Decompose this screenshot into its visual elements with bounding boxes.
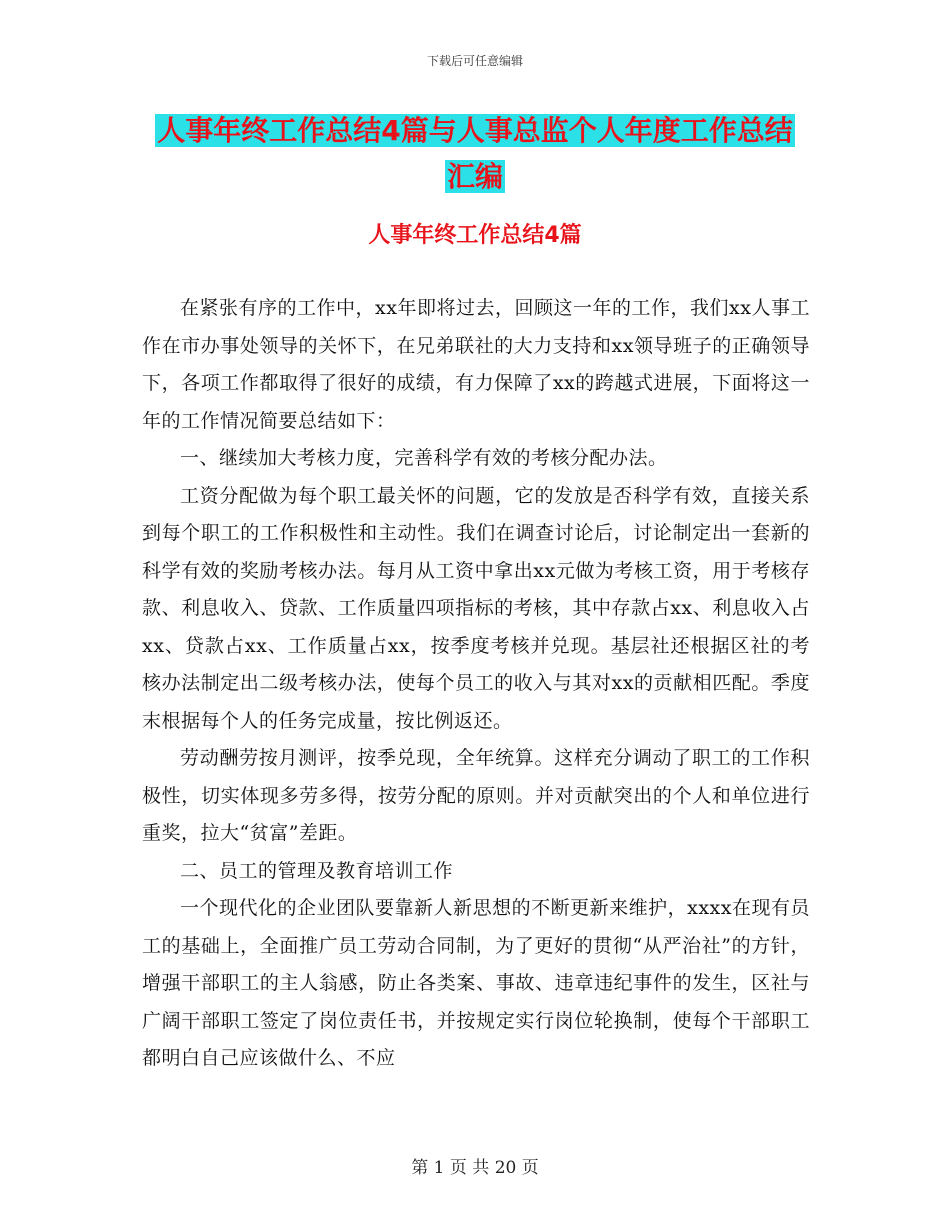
paragraph: 一个现代化的企业团队要靠新人新思想的不断更新来维护，xxxx在现有员工的基础上，全面推广员工劳动合同制，为了更好的贯彻“从严治社”的方针，增强干部职工的主人翁感，防止各类案、事故、违章违纪事件的发生，区社与广阔干部职工签定了岗位责任书，并按规定实行岗位轮换制，使每个干部职工都明白自己应该做什么、不应	[142, 897, 810, 1069]
section-heading: 一、继续加大考核力度，完善科学有效的考核分配办法。	[180, 447, 668, 469]
document-body	[142, 290, 810, 1078]
paragraph: 劳动酬劳按月测评，按季兑现，全年统算。这样充分调动了职工的工作积极性，切实体现多劳多得，按劳分配的原则。并对贡献突出的个人和单位进行重奖，拉大“贫富”差距。	[142, 747, 810, 844]
section-heading: 二、员工的管理及教育培训工作	[180, 859, 454, 882]
header-note: 下载后可任意编辑	[426, 54, 523, 68]
page-number-footer: 第 1 页 共 20 页	[411, 1158, 539, 1178]
document-title-line-2: 汇编	[446, 160, 503, 193]
paragraph: 工资分配做为每个职工最关怀的问题，它的发放是否科学有效，直接关系到每个职工的工作积极性和主动性。我们在调查讨论后，讨论制定出一套新的科学有效的奖励考核办法。每月从工资中拿出xx元做为考核工资，用于考核存款、利息收入、贷款、工作质量四项指标的考核，其中存款占xx、利息收入占xx、贷款占xx、工作质量占xx，按季度考核并兑现。基层社还根据区社的考核办法制定出二级考核办法，使每个员工的收入与其对xx的贡献相匹配。季度末根据每个人的任务完成量，按比例返还。	[142, 484, 810, 732]
paragraph: 在紧张有序的工作中，xx年即将过去，回顾这一年的工作，我们xx人事工作在市办事处领导的关怀下，在兄弟联社的大力支持和xx领导班子的正确领导下，各项工作都取得了很好的成绩，有力保障了xx的跨越式进展，下面将这一年的工作情况简要总结如下：	[142, 297, 810, 432]
document-title	[0, 108, 950, 200]
document-title-line-1: 人事年终工作总结4篇与人事总监个人年度工作总结	[157, 114, 793, 147]
section-title: 人事年终工作总结4篇	[368, 223, 582, 248]
